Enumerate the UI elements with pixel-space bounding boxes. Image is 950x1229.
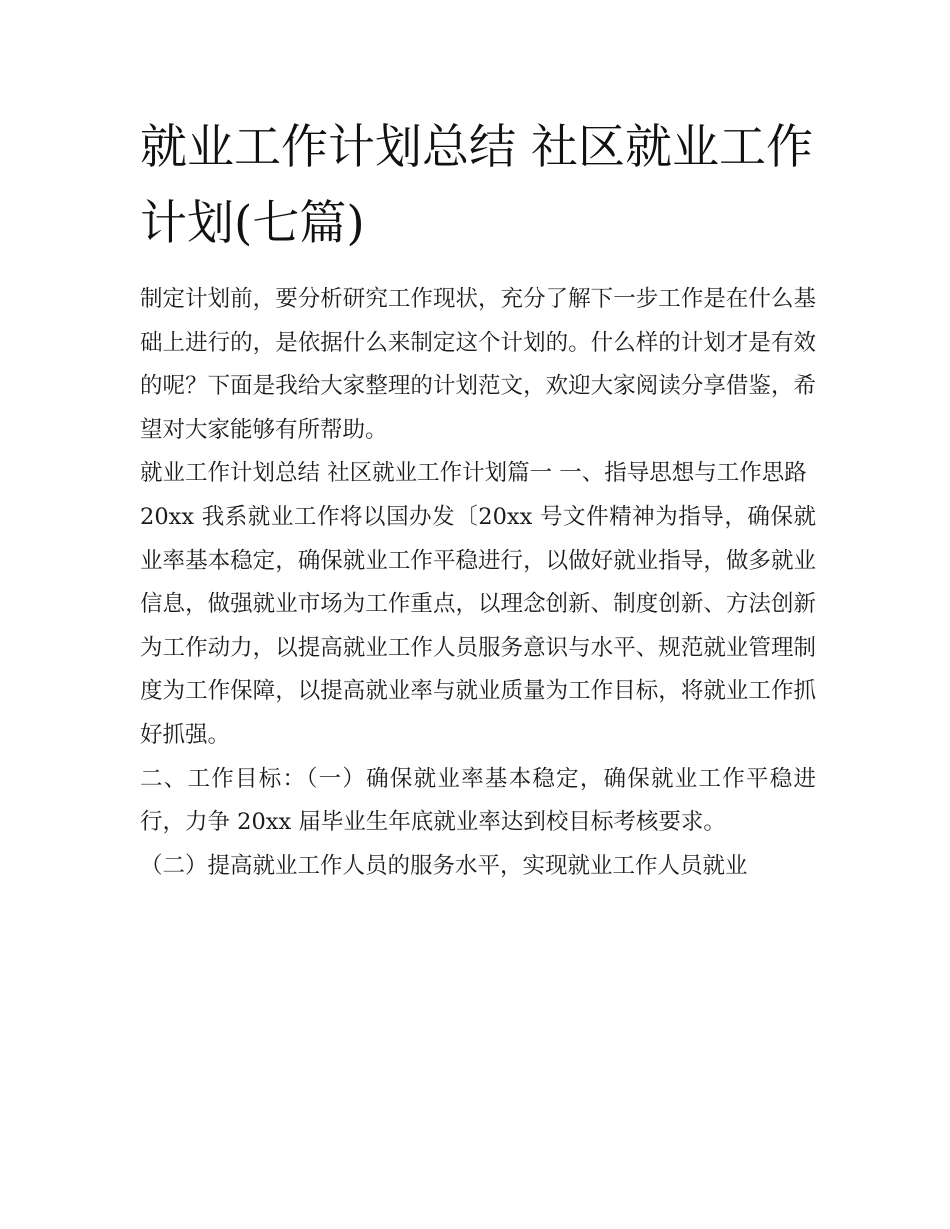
document-title: 就业工作计划总结 社区就业工作计划(七篇) — [140, 120, 813, 251]
paragraph-intro: 制定计划前，要分析研究工作现状，充分了解下一步工作是在什么基础上进行的，是依据什么来制定这个计划的。什么样的计划才是有效的呢？下面是我给大家整理的计划范文，欢迎大家阅读分享借鉴，希望对大家能够有所帮助。 — [140, 286, 816, 443]
paragraph-work-goals-1: 二、工作目标：（一）确保就业率基本稳定，确保就业工作平稳进行，力争 20xx 届毕业生年底就业率达到校目标考核要求。 — [140, 765, 816, 836]
paragraph-work-goals-2: （二）提高就业工作人员的服务水平，实现就业工作人员就业 — [140, 852, 748, 879]
document-body — [140, 278, 816, 888]
paragraph-guiding-ideas: 20xx 我系就业工作将以国办发〔20xx 号文件精神为指导，确保就业率基本稳定，确保就业工作平稳进行，以做好就业指导，做多就业信息，做强就业市场为工作重点，以理念创新、制度创新、方法创新为工作动力，以提高就业工作人员服务意识与水平、规范就业管理制度为工作保障，以提高就业率与就业质量为工作目标，将就业工作抓好抓强。 — [140, 503, 816, 748]
paragraph-section-heading: 就业工作计划总结 社区就业工作计划篇一 一、指导思想与工作思路 — [140, 460, 807, 487]
